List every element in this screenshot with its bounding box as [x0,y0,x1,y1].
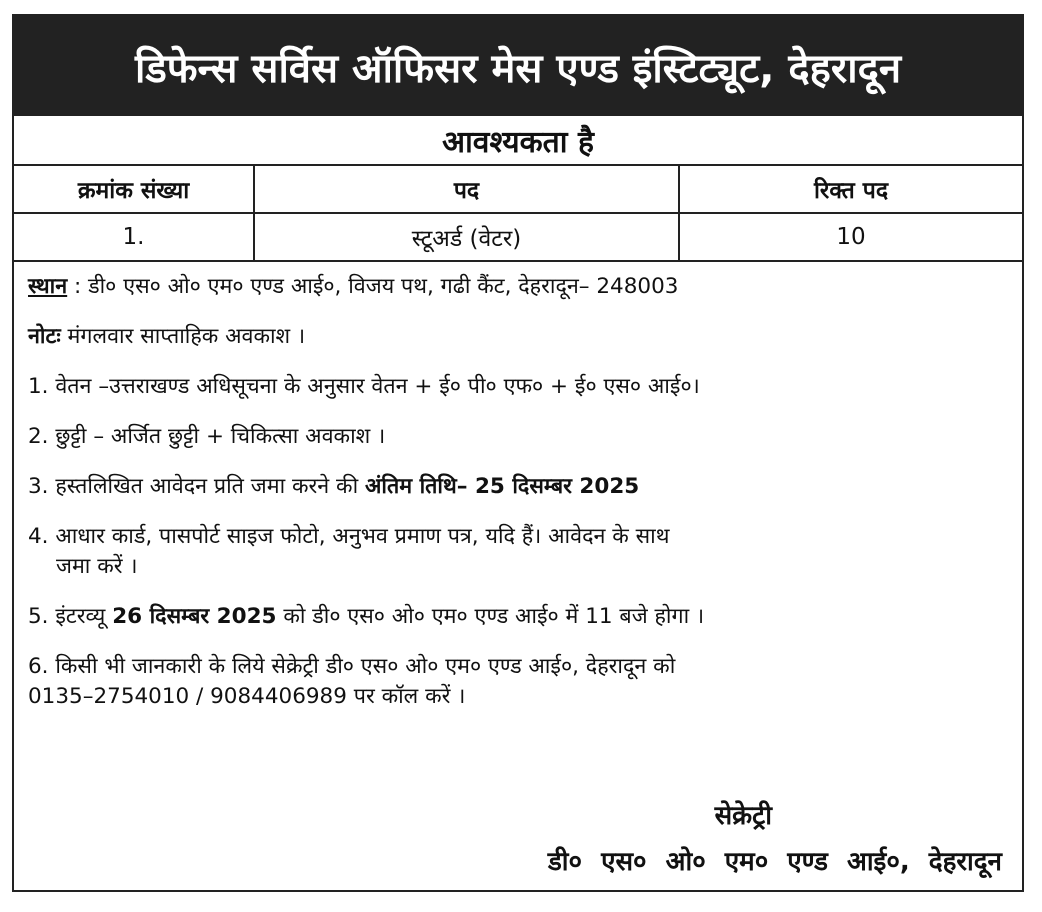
advertisement [12,14,1024,892]
location-line [28,272,1022,302]
item4-continuation: जमा करें । [56,554,138,579]
table-cell: स्टूअर्ड (वेटर) [254,213,679,261]
item5-text: 5. इंटरव्यू [28,604,113,629]
location-text: : डी० एस० ओ० एम० एण्ड आई०, विजय पथ, गढी कैंट, देहरादून– 248003 [74,274,679,299]
table-header-row [14,166,1022,213]
item4-text: 4. आधार कार्ड, पासपोर्ट साइज फोटो, अनुभव प्रमाण पत्र, यदि हैं। आवेदन के साथ [28,524,670,549]
column-header: क्रमांक संख्या [14,166,254,213]
table-cell: 10 [679,213,1022,261]
last-date: अंतिम तिथि– 25 दिसम्बर 2025 [364,474,640,499]
note-text: मंगलवार साप्ताहिक अवकाश । [67,324,306,349]
column-header: रिक्त पद [679,166,1022,213]
list-item [28,472,1022,502]
location-label: स्थान [28,274,68,299]
signature-org: डी० एस० ओ० एम० एण्ड आई०, देहरादून [547,847,1002,877]
list-item [28,602,1022,632]
item6-text: 6. किसी भी जानकारी के लिये सेक्रेट्री डी० एस० ओ० एम० एण्ड आई०, देहरादून को [28,654,676,679]
ad-title: डिफेन्स सर्विस ऑफिसर मेस एण्ड इंस्टिट्यूट, देहरादून [14,16,1022,116]
ad-subtitle: आवश्यकता है [14,116,1022,166]
note-label: नोटः [28,324,61,349]
table-cell: 1. [14,213,254,261]
interview-date: 26 दिसम्बर 2025 [112,604,277,629]
vacancy-table [14,166,1022,262]
item5-rest: को डी० एस० ओ० एम० एण्ड आई० में 11 बजे होगा । [276,604,705,629]
list-item: 2. छुट्टी – अर्जित छुट्टी + चिकित्सा अवकाश । [28,424,386,449]
list-item: 1. वेतन –उत्तराखण्ड अधिसूचना के अनुसार वेतन + ई० पी० एफ० + ई० एस० आई०। [28,374,700,399]
table-row [14,213,1022,261]
list-item [28,522,1022,582]
signature-title: सेक्रेट्री [714,801,772,831]
column-header: पद [254,166,679,213]
note-line [28,322,1022,352]
list-item [28,652,1022,712]
item3-text: 3. हस्तलिखित आवेदन प्रति जमा करने की [28,474,365,499]
contact-numbers: 0135–2754010 / 9084406989 पर कॉल करें । [28,684,466,709]
details-section [14,262,1022,712]
